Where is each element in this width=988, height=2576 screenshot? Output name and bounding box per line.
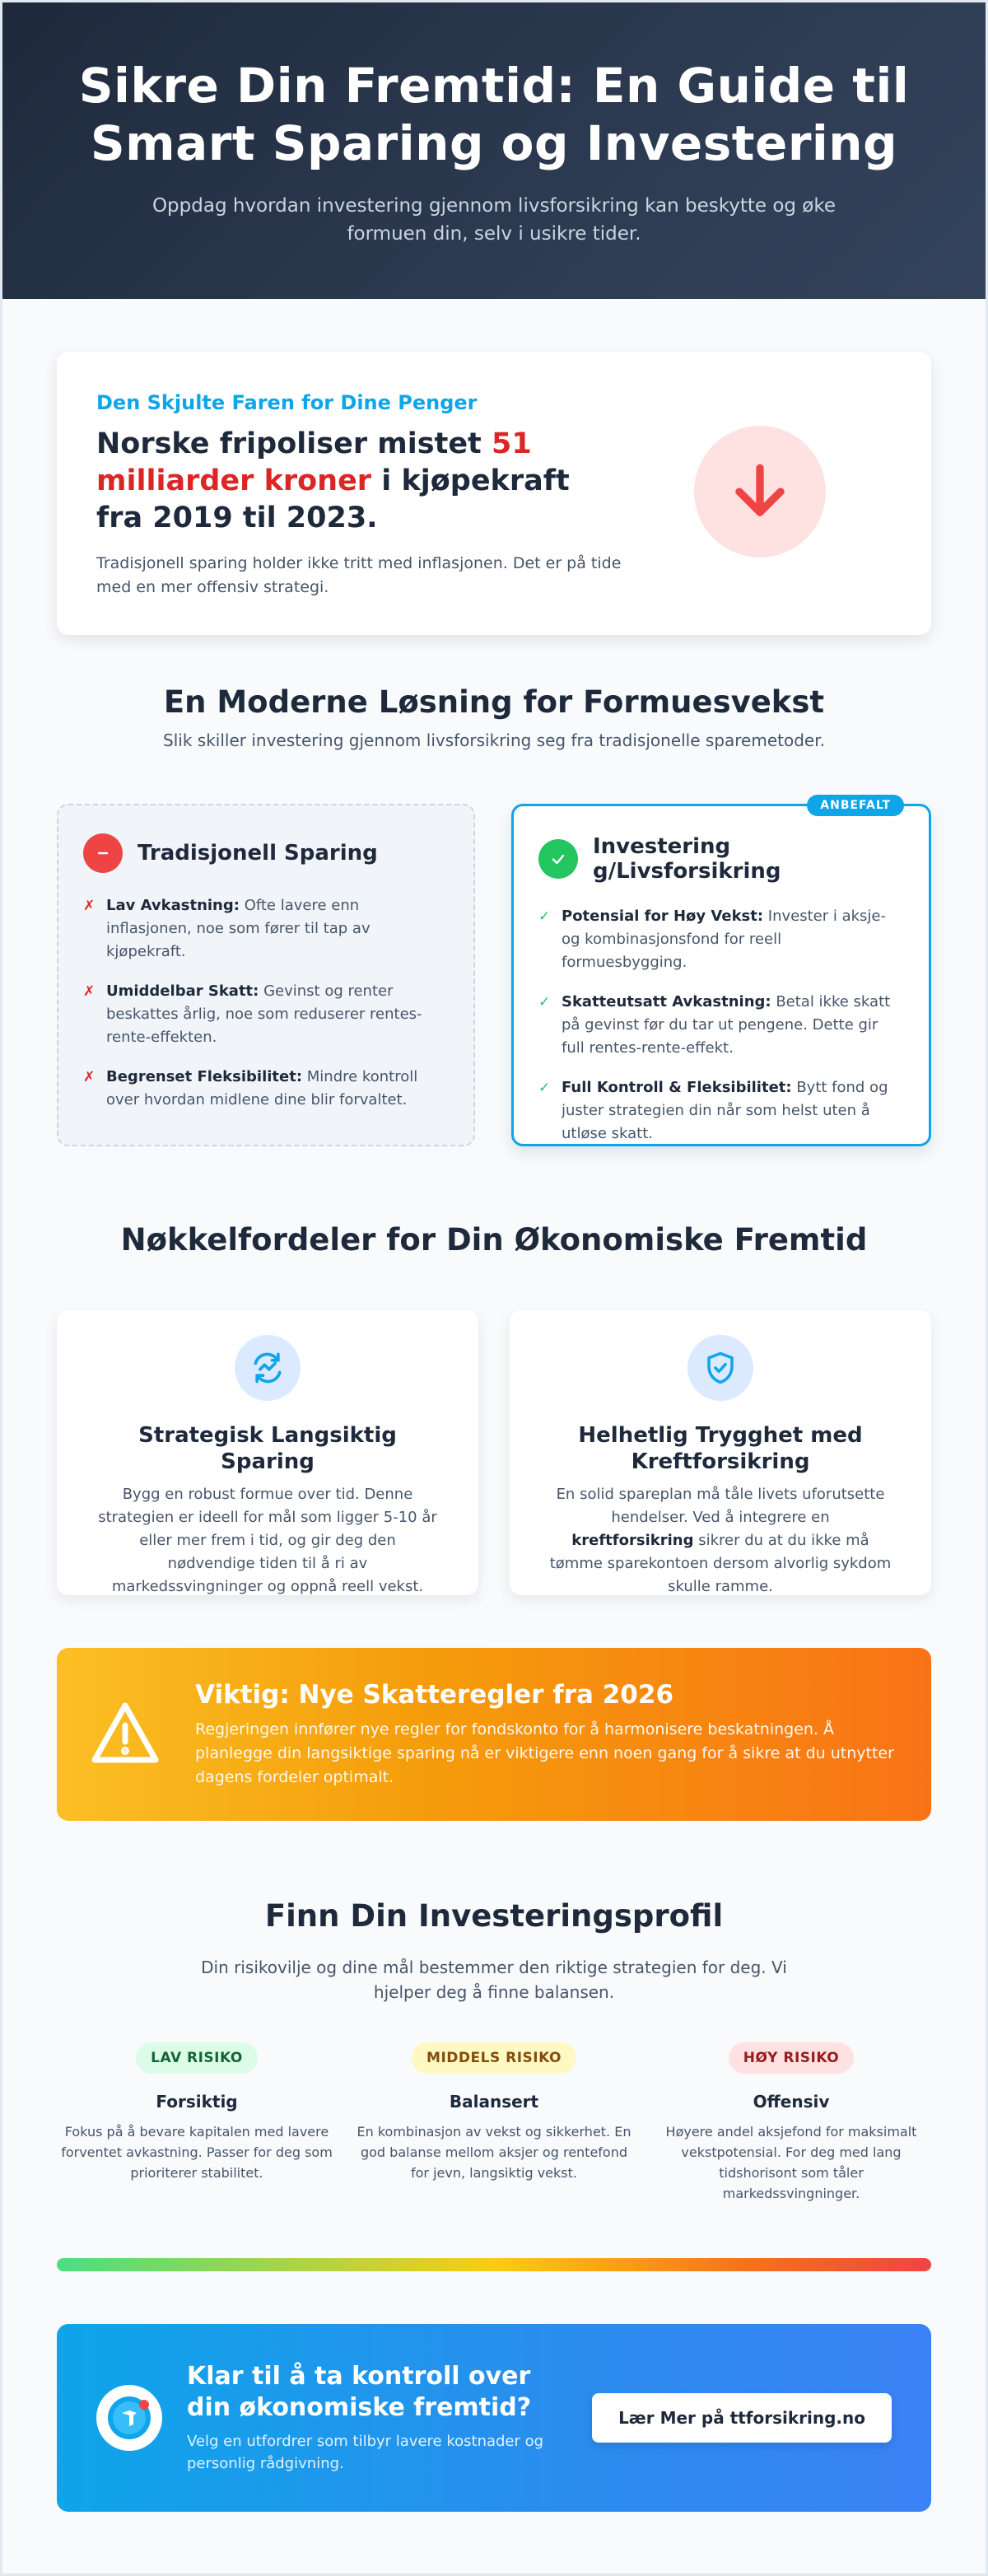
benefit-text-bold: kreftforsikring xyxy=(571,1532,694,1549)
item-text: Betal ikke skatt på gevinst før du tar ut pengene. Dette gir full rentes-rente-effekt. xyxy=(562,993,891,1057)
profile-name: Offensiv xyxy=(753,2092,830,2112)
traditional-list xyxy=(83,894,449,1112)
hidden-danger-card xyxy=(57,352,931,635)
item-label: Full Kontroll & Fleksibilitet: xyxy=(562,1079,792,1096)
warning-text: Regjeringen innfører nye regler for fondskonto for å harmonisere beskatningen. Å planlegge din langsiktige sparing nå er viktigere enn noen gang for å sikre at du utnytter dagens fordeler optimalt. xyxy=(195,1720,894,1786)
profile-subtitle: Din risikovilje og dine mål bestemmer den riktige strategien for deg. Vi hjelper deg å finne balansen. xyxy=(201,1958,787,2002)
recommended-badge: ANBEFALT xyxy=(807,795,904,816)
traditional-header xyxy=(83,833,449,873)
cta-title: Klar til å ta kontroll over din økonomiske fremtid? xyxy=(187,2362,532,2422)
danger-kicker: Den Skjulte Faren for Dine Penger xyxy=(96,391,478,414)
solution-title: En Moderne Løsning for Formuesvekst xyxy=(163,684,825,720)
item-text: Invester i aksje- og kombinasjonsfond for reell formuesbygging. xyxy=(562,908,886,971)
profile-high-risk xyxy=(651,2042,931,2204)
risk-badge: LAV RISIKO xyxy=(136,2042,258,2074)
profile-name: Balansert xyxy=(449,2092,539,2112)
shield-check-icon xyxy=(687,1335,753,1401)
risk-badge: HØY RISIKO xyxy=(729,2042,854,2074)
hero-subtitle: Oppdag hvordan investering gjennom livsforsikring kan beskytte og øke formuen din, selv i usikre tider. xyxy=(151,195,837,245)
profile-text: Høyere andel aksjefond for maksimalt vekstpotensial. For deg med lang tidshorisont som tåler markedssvingninger. xyxy=(665,2124,917,2201)
warning-triangle-icon xyxy=(90,1701,161,1768)
risk-badge: MIDDELS RISIKO xyxy=(412,2042,576,2074)
traditional-savings-card xyxy=(57,804,475,1146)
growth-cycle-icon xyxy=(235,1335,301,1401)
investment-header xyxy=(538,834,904,884)
item-text: Mindre kontroll over hvordan midlene dine blir forvaltet. xyxy=(106,1068,418,1108)
item-text: Gevinst og renter beskattes årlig, noe som reduserer rentes-rente-effekten. xyxy=(106,982,422,1046)
list-item xyxy=(538,905,904,974)
check-icon: ✓ xyxy=(538,908,551,925)
risk-profiles xyxy=(57,2042,931,2204)
check-icon: ✓ xyxy=(538,1080,551,1096)
list-item xyxy=(83,1066,449,1112)
benefit-card-security xyxy=(510,1310,931,1595)
item-label: Potensial for Høy Vekst: xyxy=(562,908,764,925)
list-item xyxy=(83,980,449,1049)
list-item xyxy=(538,991,904,1060)
profile-medium-risk xyxy=(354,2042,634,2204)
benefits-section xyxy=(57,1310,931,1595)
danger-description: Tradisjonell sparing holder ikke tritt med inflasjonen. Det er på tide med en mer offensiv strategi. xyxy=(96,554,622,596)
cta-text-block xyxy=(187,2361,544,2475)
cross-icon: ✗ xyxy=(83,983,96,1000)
benefit-text-post: sikrer du at du ikke må tømme sparekontoen dersom alvorlig sykdom skulle ramme. xyxy=(549,1532,892,1595)
profile-name: Forsiktig xyxy=(156,2092,238,2112)
traditional-title: Tradisjonell Sparing xyxy=(137,841,378,866)
item-label: Umiddelbar Skatt: xyxy=(106,982,259,1000)
bottom-spacer xyxy=(2,2512,986,2564)
benefit-title: Strategisk Langsiktig Sparing xyxy=(138,1423,397,1474)
benefit-text xyxy=(549,1483,892,1598)
investment-card xyxy=(511,799,931,1146)
warning-text-block xyxy=(195,1680,903,1790)
cta-text: Velg en utfordrer som tilbyr lavere kostnader og personlig rådgivning. xyxy=(187,2433,544,2472)
cta-banner xyxy=(57,2324,931,2512)
warning-title: Viktig: Nye Skatteregler fra 2026 xyxy=(195,1679,674,1710)
arrow-down-icon xyxy=(694,426,826,558)
item-label: Skatteutsatt Avkastning: xyxy=(562,993,771,1010)
check-circle-icon xyxy=(538,839,578,879)
benefits-title: Nøkkelfordeler for Din Økonomiske Fremtid xyxy=(120,1222,868,1258)
danger-headline-highlight: 51 milliarder kroner xyxy=(96,427,532,497)
profile-text: En kombinasjon av vekst og sikkerhet. En god balanse mellom aksjer og rentefond for jevn, langsiktig vekst. xyxy=(357,2124,631,2181)
danger-headline-pre: Norske fripoliser mistet xyxy=(96,427,492,460)
benefit-card-savings xyxy=(57,1310,478,1595)
profile-title: Finn Din Investeringsprofil xyxy=(264,1898,724,1934)
risk-gradient-bar xyxy=(57,2258,931,2271)
investment-title: Investering g/Livsforsikring xyxy=(593,834,781,884)
page-title: Sikre Din Fremtid: En Guide til Smart Sparing og Investering xyxy=(78,58,910,171)
hero-section xyxy=(2,2,986,299)
benefit-title: Helhetlig Trygghet med Kreftforsikring xyxy=(578,1423,863,1474)
profile-text: Fokus på å bevare kapitalen med lavere forventet avkastning. Passer for deg som prioriterer stabilitet. xyxy=(61,2124,333,2181)
list-item xyxy=(538,1076,904,1146)
ttforsikring-logo-icon xyxy=(96,2385,162,2451)
solution-subtitle: Slik skiller investering gjennom livsforsikring seg fra tradisjonelle sparemetoder. xyxy=(163,730,825,750)
learn-more-button[interactable]: Lær Mer på ttforsikring.no xyxy=(592,2393,892,2443)
cross-icon: ✗ xyxy=(83,898,96,914)
profile-low-risk xyxy=(57,2042,337,2204)
investment-list xyxy=(538,905,904,1146)
item-label: Lav Avkastning: xyxy=(106,897,240,914)
item-text: Bytt fond og juster strategien din når som helst uten å utløse skatt. xyxy=(562,1079,888,1142)
danger-headline-post: i kjøpekraft fra 2019 til 2023. xyxy=(96,464,570,534)
solution-heading xyxy=(2,684,986,753)
cross-icon: ✗ xyxy=(83,1069,96,1085)
minus-icon xyxy=(83,833,123,873)
danger-headline xyxy=(96,426,623,537)
check-icon: ✓ xyxy=(538,994,551,1010)
item-label: Begrenset Fleksibilitet: xyxy=(106,1068,303,1085)
comparison-section xyxy=(57,799,931,1146)
benefit-text-pre: En solid spareplan må tåle livets uforutsette hendelser. Ved å integrere en xyxy=(556,1486,885,1526)
tax-warning-banner xyxy=(57,1648,931,1821)
benefit-text: Bygg en robust formue over tid. Denne strategien er ideell for mål som ligger 5-10 år eller mer frem i tid, og gir deg den nødvendige tiden til å ri av markedssvingninger og oppnå reell vekst. xyxy=(98,1486,437,1595)
item-text: Ofte lavere enn inflasjonen, noe som fører til tap av kjøpekraft. xyxy=(106,897,370,960)
list-item xyxy=(83,894,449,964)
